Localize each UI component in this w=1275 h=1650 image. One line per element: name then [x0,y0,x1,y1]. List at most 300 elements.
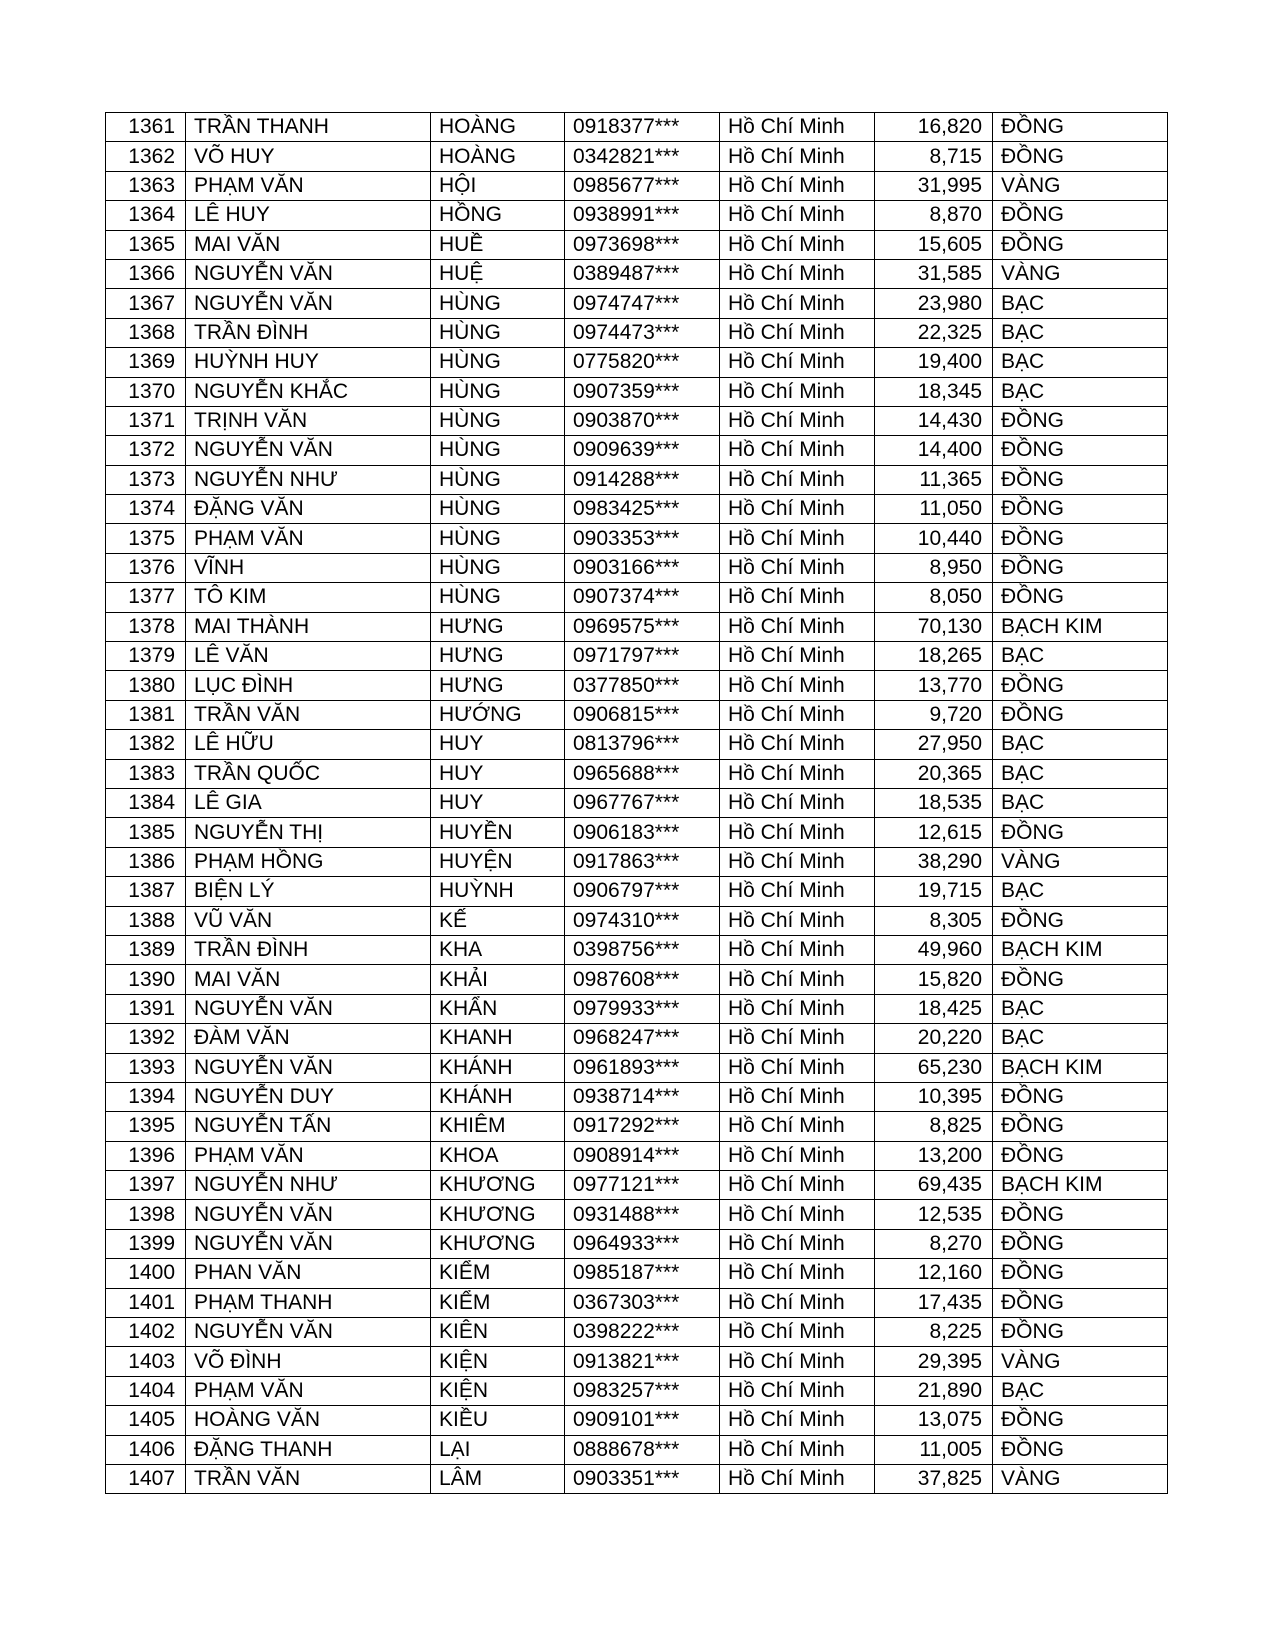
table-row [106,1053,1168,1082]
table-row [106,1347,1168,1376]
given-name-cell: HƯNG [431,671,565,700]
points-cell: 23,980 [875,289,993,318]
given-name-cell: HOÀNG [431,113,565,142]
phone-number-cell: 0964933*** [565,1229,720,1258]
given-name-cell: HUY [431,788,565,817]
row-number-cell: 1390 [106,965,186,994]
table-row [106,1200,1168,1229]
row-number-cell: 1405 [106,1406,186,1435]
points-cell: 8,225 [875,1318,993,1347]
phone-number-cell: 0389487*** [565,259,720,288]
row-number-cell: 1403 [106,1347,186,1376]
table-row [106,847,1168,876]
row-number-cell: 1401 [106,1288,186,1317]
surname-middle-name-cell: PHAN VĂN [186,1259,431,1288]
given-name-cell: HƯNG [431,612,565,641]
tier-cell: BẠCH KIM [993,1171,1168,1200]
city-cell: Hồ Chí Minh [720,935,875,964]
phone-number-cell: 0903870*** [565,406,720,435]
points-cell: 16,820 [875,113,993,142]
table-row [106,700,1168,729]
surname-middle-name-cell: ĐẶNG VĂN [186,495,431,524]
given-name-cell: KHƯƠNG [431,1229,565,1258]
city-cell: Hồ Chí Minh [720,495,875,524]
surname-middle-name-cell: NGUYỄN VĂN [186,1200,431,1229]
table-row [106,1435,1168,1464]
tier-cell: ĐỒNG [993,906,1168,935]
row-number-cell: 1375 [106,524,186,553]
points-cell: 12,535 [875,1200,993,1229]
phone-number-cell: 0913821*** [565,1347,720,1376]
table-row [106,348,1168,377]
row-number-cell: 1387 [106,877,186,906]
phone-number-cell: 0983257*** [565,1376,720,1405]
city-cell: Hồ Chí Minh [720,1053,875,1082]
city-cell: Hồ Chí Minh [720,1288,875,1317]
city-cell: Hồ Chí Minh [720,113,875,142]
points-cell: 11,050 [875,495,993,524]
row-number-cell: 1404 [106,1376,186,1405]
row-number-cell: 1361 [106,113,186,142]
surname-middle-name-cell: NGUYỄN VĂN [186,1229,431,1258]
points-cell: 8,050 [875,583,993,612]
phone-number-cell: 0917292*** [565,1112,720,1141]
tier-cell: ĐỒNG [993,583,1168,612]
points-cell: 20,365 [875,759,993,788]
member-table [105,112,1168,1494]
city-cell: Hồ Chí Minh [720,1082,875,1111]
surname-middle-name-cell: VĨNH [186,553,431,582]
given-name-cell: HỘI [431,171,565,200]
surname-middle-name-cell: PHẠM VĂN [186,1376,431,1405]
city-cell: Hồ Chí Minh [720,1141,875,1170]
surname-middle-name-cell: NGUYỄN VĂN [186,1053,431,1082]
surname-middle-name-cell: LÊ GIA [186,788,431,817]
given-name-cell: KIỆN [431,1376,565,1405]
given-name-cell: KHIÊM [431,1112,565,1141]
row-number-cell: 1380 [106,671,186,700]
row-number-cell: 1397 [106,1171,186,1200]
row-number-cell: 1385 [106,818,186,847]
tier-cell: BẠC [993,877,1168,906]
phone-number-cell: 0987608*** [565,965,720,994]
tier-cell: ĐỒNG [993,1200,1168,1229]
surname-middle-name-cell: NGUYỄN VĂN [186,289,431,318]
table-row [106,377,1168,406]
phone-number-cell: 0971797*** [565,642,720,671]
surname-middle-name-cell: PHẠM VĂN [186,171,431,200]
surname-middle-name-cell: MAI VĂN [186,965,431,994]
given-name-cell: HUỀ [431,230,565,259]
phone-number-cell: 0938991*** [565,201,720,230]
table-row [106,612,1168,641]
phone-number-cell: 0969575*** [565,612,720,641]
given-name-cell: HÙNG [431,436,565,465]
tier-cell: ĐỒNG [993,700,1168,729]
row-number-cell: 1388 [106,906,186,935]
surname-middle-name-cell: NGUYỄN VĂN [186,994,431,1023]
row-number-cell: 1386 [106,847,186,876]
table-row [106,642,1168,671]
row-number-cell: 1373 [106,465,186,494]
given-name-cell: HÙNG [431,553,565,582]
city-cell: Hồ Chí Minh [720,612,875,641]
row-number-cell: 1369 [106,348,186,377]
tier-cell: BẠC [993,994,1168,1023]
tier-cell: ĐỒNG [993,1229,1168,1258]
tier-cell: ĐỒNG [993,1318,1168,1347]
tier-cell: VÀNG [993,171,1168,200]
tier-cell: BẠCH KIM [993,935,1168,964]
surname-middle-name-cell: LÊ HUY [186,201,431,230]
city-cell: Hồ Chí Minh [720,906,875,935]
surname-middle-name-cell: VŨ VĂN [186,906,431,935]
surname-middle-name-cell: NGUYỄN NHƯ [186,465,431,494]
points-cell: 13,075 [875,1406,993,1435]
row-number-cell: 1362 [106,142,186,171]
table-row [106,935,1168,964]
row-number-cell: 1382 [106,730,186,759]
row-number-cell: 1398 [106,1200,186,1229]
points-cell: 15,820 [875,965,993,994]
city-cell: Hồ Chí Minh [720,348,875,377]
phone-number-cell: 0917863*** [565,847,720,876]
surname-middle-name-cell: NGUYỄN DUY [186,1082,431,1111]
phone-number-cell: 0974747*** [565,289,720,318]
phone-number-cell: 0985187*** [565,1259,720,1288]
given-name-cell: KHOA [431,1141,565,1170]
row-number-cell: 1378 [106,612,186,641]
given-name-cell: HUYỆN [431,847,565,876]
table-row [106,1288,1168,1317]
points-cell: 8,270 [875,1229,993,1258]
tier-cell: VÀNG [993,847,1168,876]
given-name-cell: HÙNG [431,465,565,494]
row-number-cell: 1364 [106,201,186,230]
points-cell: 15,605 [875,230,993,259]
table-row [106,142,1168,171]
tier-cell: BẠC [993,730,1168,759]
points-cell: 18,265 [875,642,993,671]
surname-middle-name-cell: NGUYỄN KHẮC [186,377,431,406]
phone-number-cell: 0906815*** [565,700,720,729]
city-cell: Hồ Chí Minh [720,700,875,729]
tier-cell: VÀNG [993,1347,1168,1376]
city-cell: Hồ Chí Minh [720,406,875,435]
phone-number-cell: 0967767*** [565,788,720,817]
surname-middle-name-cell: NGUYỄN TẤN [186,1112,431,1141]
surname-middle-name-cell: MAI VĂN [186,230,431,259]
points-cell: 13,200 [875,1141,993,1170]
points-cell: 19,400 [875,348,993,377]
given-name-cell: HƯNG [431,642,565,671]
table-row [106,1376,1168,1405]
surname-middle-name-cell: TRẦN VĂN [186,1464,431,1493]
points-cell: 8,715 [875,142,993,171]
row-number-cell: 1372 [106,436,186,465]
tier-cell: BẠCH KIM [993,612,1168,641]
phone-number-cell: 0968247*** [565,1024,720,1053]
city-cell: Hồ Chí Minh [720,318,875,347]
points-cell: 10,395 [875,1082,993,1111]
phone-number-cell: 0983425*** [565,495,720,524]
given-name-cell: LÂM [431,1464,565,1493]
tier-cell: ĐỒNG [993,818,1168,847]
points-cell: 9,720 [875,700,993,729]
surname-middle-name-cell: LÊ VĂN [186,642,431,671]
given-name-cell: KHA [431,935,565,964]
tier-cell: ĐỒNG [993,1112,1168,1141]
surname-middle-name-cell: VÕ HUY [186,142,431,171]
tier-cell: VÀNG [993,1464,1168,1493]
tier-cell: VÀNG [993,259,1168,288]
surname-middle-name-cell: PHẠM THANH [186,1288,431,1317]
table-row [106,1082,1168,1111]
phone-number-cell: 0979933*** [565,994,720,1023]
city-cell: Hồ Chí Minh [720,465,875,494]
city-cell: Hồ Chí Minh [720,289,875,318]
given-name-cell: HUY [431,730,565,759]
city-cell: Hồ Chí Minh [720,1229,875,1258]
points-cell: 18,425 [875,994,993,1023]
city-cell: Hồ Chí Minh [720,1347,875,1376]
given-name-cell: KHÁNH [431,1053,565,1082]
given-name-cell: KIỀU [431,1406,565,1435]
given-name-cell: KẾ [431,906,565,935]
tier-cell: BẠC [993,318,1168,347]
points-cell: 8,870 [875,201,993,230]
tier-cell: ĐỒNG [993,1259,1168,1288]
table-row [106,759,1168,788]
row-number-cell: 1399 [106,1229,186,1258]
row-number-cell: 1406 [106,1435,186,1464]
table-row [106,788,1168,817]
table-row [106,524,1168,553]
table-row [106,671,1168,700]
surname-middle-name-cell: ĐẶNG THANH [186,1435,431,1464]
surname-middle-name-cell: PHẠM HỒNG [186,847,431,876]
points-cell: 49,960 [875,935,993,964]
city-cell: Hồ Chí Minh [720,259,875,288]
given-name-cell: HÙNG [431,406,565,435]
given-name-cell: HÙNG [431,524,565,553]
phone-number-cell: 0974310*** [565,906,720,935]
given-name-cell: HUYỀN [431,818,565,847]
surname-middle-name-cell: HOÀNG VĂN [186,1406,431,1435]
phone-number-cell: 0398756*** [565,935,720,964]
phone-number-cell: 0974473*** [565,318,720,347]
city-cell: Hồ Chí Minh [720,1259,875,1288]
member-table-body [106,113,1168,1494]
city-cell: Hồ Chí Minh [720,1200,875,1229]
phone-number-cell: 0903351*** [565,1464,720,1493]
row-number-cell: 1392 [106,1024,186,1053]
phone-number-cell: 0903166*** [565,553,720,582]
surname-middle-name-cell: ĐÀM VĂN [186,1024,431,1053]
points-cell: 18,535 [875,788,993,817]
city-cell: Hồ Chí Minh [720,642,875,671]
phone-number-cell: 0938714*** [565,1082,720,1111]
city-cell: Hồ Chí Minh [720,1112,875,1141]
points-cell: 29,395 [875,1347,993,1376]
city-cell: Hồ Chí Minh [720,965,875,994]
given-name-cell: KHÁNH [431,1082,565,1111]
surname-middle-name-cell: MAI THÀNH [186,612,431,641]
surname-middle-name-cell: LỤC ĐÌNH [186,671,431,700]
points-cell: 17,435 [875,1288,993,1317]
tier-cell: ĐỒNG [993,1406,1168,1435]
tier-cell: ĐỒNG [993,465,1168,494]
table-row [106,1464,1168,1493]
city-cell: Hồ Chí Minh [720,1171,875,1200]
table-row [106,906,1168,935]
tier-cell: BẠCH KIM [993,1053,1168,1082]
given-name-cell: KHƯƠNG [431,1171,565,1200]
table-row [106,406,1168,435]
table-row [106,289,1168,318]
tier-cell: ĐỒNG [993,1435,1168,1464]
tier-cell: ĐỒNG [993,436,1168,465]
phone-number-cell: 0914288*** [565,465,720,494]
tier-cell: ĐỒNG [993,1288,1168,1317]
row-number-cell: 1391 [106,994,186,1023]
table-row [106,436,1168,465]
table-row [106,1406,1168,1435]
tier-cell: BẠC [993,759,1168,788]
phone-number-cell: 0918377*** [565,113,720,142]
city-cell: Hồ Chí Minh [720,994,875,1023]
tier-cell: ĐỒNG [993,524,1168,553]
phone-number-cell: 0908914*** [565,1141,720,1170]
row-number-cell: 1394 [106,1082,186,1111]
points-cell: 14,430 [875,406,993,435]
given-name-cell: KHƯƠNG [431,1200,565,1229]
phone-number-cell: 0973698*** [565,230,720,259]
table-row [106,465,1168,494]
city-cell: Hồ Chí Minh [720,847,875,876]
row-number-cell: 1367 [106,289,186,318]
given-name-cell: HÙNG [431,318,565,347]
city-cell: Hồ Chí Minh [720,1435,875,1464]
points-cell: 69,435 [875,1171,993,1200]
surname-middle-name-cell: HUỲNH HUY [186,348,431,377]
surname-middle-name-cell: NGUYỄN VĂN [186,1318,431,1347]
points-cell: 70,130 [875,612,993,641]
phone-number-cell: 0398222*** [565,1318,720,1347]
points-cell: 14,400 [875,436,993,465]
given-name-cell: HUY [431,759,565,788]
points-cell: 20,220 [875,1024,993,1053]
given-name-cell: HÙNG [431,348,565,377]
phone-number-cell: 0813796*** [565,730,720,759]
row-number-cell: 1376 [106,553,186,582]
table-row [106,583,1168,612]
city-cell: Hồ Chí Minh [720,877,875,906]
city-cell: Hồ Chí Minh [720,788,875,817]
points-cell: 22,325 [875,318,993,347]
city-cell: Hồ Chí Minh [720,553,875,582]
points-cell: 8,950 [875,553,993,582]
row-number-cell: 1365 [106,230,186,259]
city-cell: Hồ Chí Minh [720,671,875,700]
row-number-cell: 1402 [106,1318,186,1347]
city-cell: Hồ Chí Minh [720,524,875,553]
tier-cell: BẠC [993,289,1168,318]
tier-cell: BẠC [993,642,1168,671]
points-cell: 8,305 [875,906,993,935]
surname-middle-name-cell: TÔ KIM [186,583,431,612]
tier-cell: BẠC [993,788,1168,817]
city-cell: Hồ Chí Minh [720,1318,875,1347]
given-name-cell: KIỂM [431,1288,565,1317]
given-name-cell: HÙNG [431,377,565,406]
surname-middle-name-cell: TRẦN QUỐC [186,759,431,788]
city-cell: Hồ Chí Minh [720,583,875,612]
given-name-cell: LẠI [431,1435,565,1464]
table-row [106,113,1168,142]
given-name-cell: KIÊN [431,1318,565,1347]
table-row [106,553,1168,582]
surname-middle-name-cell: PHẠM VĂN [186,524,431,553]
surname-middle-name-cell: LÊ HỮU [186,730,431,759]
tier-cell: ĐỒNG [993,671,1168,700]
surname-middle-name-cell: TRẦN THANH [186,113,431,142]
given-name-cell: KHẨN [431,994,565,1023]
table-row [106,1141,1168,1170]
given-name-cell: KIỂM [431,1259,565,1288]
given-name-cell: HUỆ [431,259,565,288]
points-cell: 19,715 [875,877,993,906]
given-name-cell: KIỆN [431,1347,565,1376]
given-name-cell: HUỲNH [431,877,565,906]
tier-cell: BẠC [993,348,1168,377]
phone-number-cell: 0985677*** [565,171,720,200]
row-number-cell: 1407 [106,1464,186,1493]
given-name-cell: HƯỚNG [431,700,565,729]
city-cell: Hồ Chí Minh [720,1406,875,1435]
tier-cell: BẠC [993,1376,1168,1405]
points-cell: 31,995 [875,171,993,200]
tier-cell: ĐỒNG [993,965,1168,994]
table-row [106,1112,1168,1141]
row-number-cell: 1363 [106,171,186,200]
table-row [106,1229,1168,1258]
phone-number-cell: 0888678*** [565,1435,720,1464]
table-row [106,259,1168,288]
tier-cell: ĐỒNG [993,230,1168,259]
table-row [106,1259,1168,1288]
row-number-cell: 1389 [106,935,186,964]
tier-cell: ĐỒNG [993,142,1168,171]
points-cell: 21,890 [875,1376,993,1405]
tier-cell: ĐỒNG [993,553,1168,582]
points-cell: 8,825 [875,1112,993,1141]
phone-number-cell: 0342821*** [565,142,720,171]
phone-number-cell: 0903353*** [565,524,720,553]
phone-number-cell: 0977121*** [565,1171,720,1200]
surname-middle-name-cell: TRẦN VĂN [186,700,431,729]
points-cell: 65,230 [875,1053,993,1082]
table-row [106,318,1168,347]
table-row [106,994,1168,1023]
phone-number-cell: 0377850*** [565,671,720,700]
tier-cell: ĐỒNG [993,406,1168,435]
given-name-cell: KHẢI [431,965,565,994]
surname-middle-name-cell: PHẠM VĂN [186,1141,431,1170]
phone-number-cell: 0775820*** [565,348,720,377]
surname-middle-name-cell: TRẦN ĐÌNH [186,318,431,347]
row-number-cell: 1393 [106,1053,186,1082]
